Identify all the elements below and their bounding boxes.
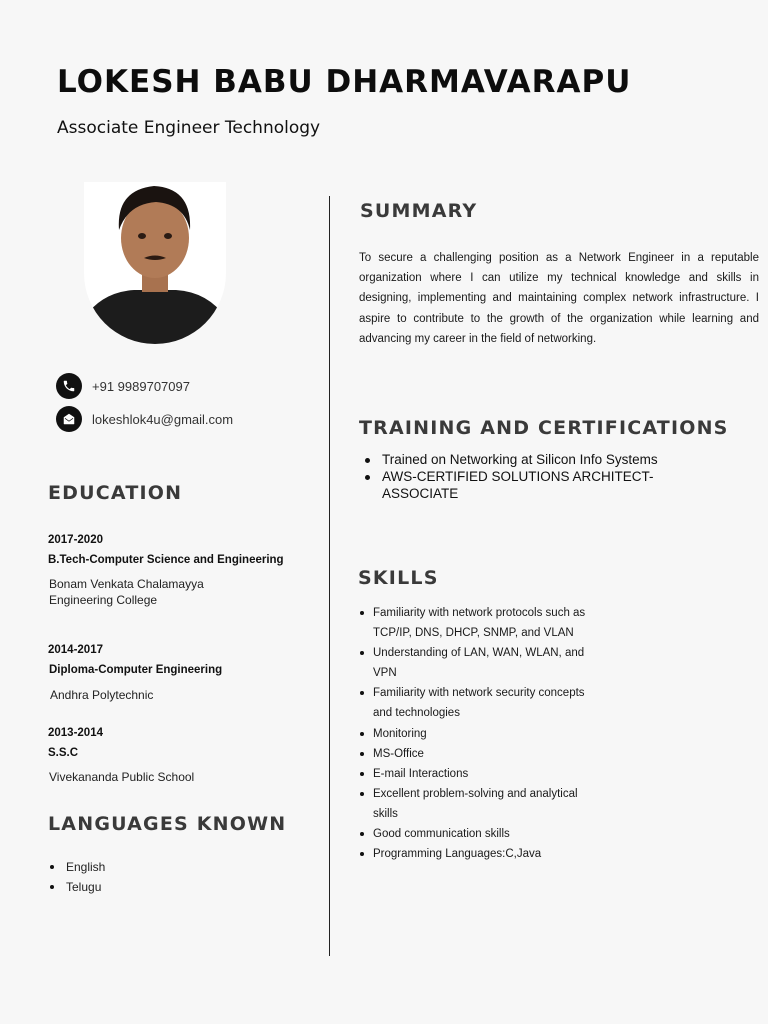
skills-heading: SKILLS [358,567,439,589]
summary-text: To secure a challenging position as a Network Engineer in a reputable organization where I can utilize my technical knowledge and skills in designing, implementing and maintaining complex network infrastructure. I aspire to contribute to the growth of the organization while learning and advancing my career in the field of networking. [359,252,759,345]
email-icon [56,406,82,432]
list-item: MS-Office [359,744,599,764]
list-item: Trained on Networking at Silicon Info Systems [362,451,682,468]
languages-heading: LANGUAGES KNOWN [48,813,287,835]
email-address[interactable]: lokeshlok4u@gmail.com [92,411,234,427]
list-item: Familiarity with network security concepts and technologies [359,683,599,723]
phone-number[interactable]: +91 9989707097 [92,378,190,394]
certifications-list [362,451,682,502]
education-heading: EDUCATION [48,482,183,504]
skills-list [359,603,599,864]
candidate-name: LOKESH BABU DHARMAVARAPU [57,64,632,100]
list-item: Excellent problem-solving and analytical skills [359,784,599,824]
contact-email [56,406,233,432]
list-item: AWS-CERTIFIED SOLUTIONS ARCHITECT-ASSOCIATE [362,468,682,502]
list-item: E-mail Interactions [359,764,599,784]
list-item: Telugu [48,877,105,897]
summary-heading: SUMMARY [360,200,478,222]
job-title: Associate Engineer Technology [57,118,321,138]
certifications-heading: TRAINING AND CERTIFICATIONS [359,417,729,439]
list-item: Understanding of LAN, WAN, WLAN, and VPN [359,643,599,683]
education-years: 2017-2020 [48,534,103,546]
list-item: Monitoring [359,724,599,744]
education-school: Bonam Venkata Chalamayya Engineering College [49,577,204,607]
education-years: 2013-2014 [48,727,103,739]
education-degree: S.S.C [48,747,79,759]
profile-photo [84,182,226,344]
education-school: Andhra Polytechnic [50,688,154,702]
languages-list [48,857,105,897]
list-item: Programming Languages:C,Java [359,844,599,864]
phone-icon [56,373,82,399]
education-school: Vivekananda Public School [49,770,195,784]
contact-phone [56,373,190,399]
list-item: Familiarity with network protocols such as TCP/IP, DNS, DHCP, SNMP, and VLAN [359,603,599,643]
list-item: Good communication skills [359,824,599,844]
education-degree: Diploma-Computer Engineering [49,664,223,676]
education-degree: B.Tech-Computer Science and Engineering [48,554,284,566]
list-item: English [48,857,105,877]
education-years: 2014-2017 [48,644,103,656]
column-divider [329,196,330,956]
